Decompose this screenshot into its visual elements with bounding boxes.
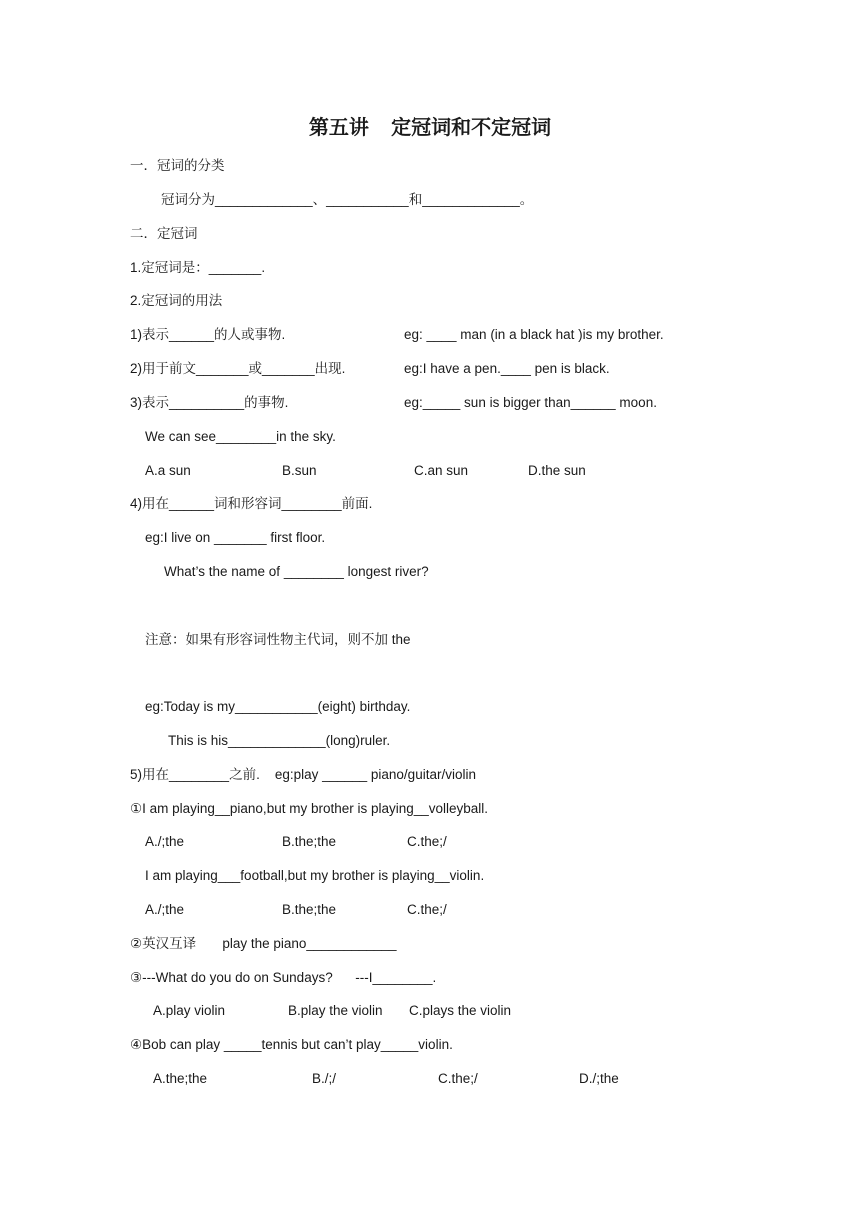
page-title: 第五讲 定冠词和不定冠词 xyxy=(308,117,552,139)
option: C.the;/ xyxy=(407,902,447,917)
option: A.the;the xyxy=(153,1071,208,1086)
question-4: ④Bob can play _____tennis but can’t play_____violin. xyxy=(130,1037,453,1052)
question-2: ②英汉互译 play the piano____________ xyxy=(130,936,397,951)
option: A.a sun xyxy=(145,463,191,478)
option: C.an sun xyxy=(414,463,469,478)
usage-3-example: eg:_____ sun is bigger than______ moon. xyxy=(404,395,657,410)
note: 注意：如果有形容词性物主代词，则不加 the xyxy=(145,632,411,647)
note-example-1: eg:Today is my___________(eight) birthday. xyxy=(145,699,411,714)
option: D.the sun xyxy=(528,463,586,478)
usage-4: 4)用在______词和形容词________前面. xyxy=(130,496,373,511)
usage-4-example-1: eg:I live on _______ first floor. xyxy=(145,530,326,545)
usage-2: 2)用于前文_______或_______出现. xyxy=(130,361,346,376)
usage-2-example: eg:I have a pen.____ pen is black. xyxy=(404,361,610,376)
usage-5: 5)用在________之前. eg:play ______ piano/guitar/violin xyxy=(130,767,476,782)
question-1: ①I am playing__piano,but my brother is playing__volleyball. xyxy=(130,801,489,816)
option: D./;the xyxy=(579,1071,619,1086)
usage-3: 3)表示__________的事物. xyxy=(130,395,289,410)
section-heading-classification: 一．冠词的分类 xyxy=(130,158,225,173)
option: B.the;the xyxy=(282,834,337,849)
option: A./;the xyxy=(145,834,185,849)
option: B./;/ xyxy=(312,1071,337,1086)
usage-1-example: eg: ____ man (in a black hat )is my brother. xyxy=(404,327,664,342)
definition-line: 1.定冠词是：_______. xyxy=(130,260,266,275)
option: B.play the violin xyxy=(288,1003,383,1018)
option: C.the;/ xyxy=(438,1071,478,1086)
usage-heading: 2.定冠词的用法 xyxy=(130,293,223,308)
section-heading-definite-article: 二．定冠词 xyxy=(130,226,198,241)
note-example-2: This is his_____________(long)ruler. xyxy=(168,733,391,748)
option: B.the;the xyxy=(282,902,337,917)
question-sky: We can see________in the sky. xyxy=(145,429,336,444)
option: C.the;/ xyxy=(407,834,447,849)
option: A./;the xyxy=(145,902,185,917)
usage-4-example-2: What’s the name of ________ longest river? xyxy=(164,564,429,579)
question-3: ③---What do you do on Sundays? ---I________. xyxy=(130,970,437,985)
option: A.play violin xyxy=(153,1003,226,1018)
classification-fill-line: 冠词分为_____________、___________和_____________。 xyxy=(161,192,534,207)
usage-1: 1)表示______的人或事物. xyxy=(130,327,286,342)
option: B.sun xyxy=(282,463,317,478)
question-1b: I am playing___football,but my brother is playing__violin. xyxy=(145,868,485,883)
option: C.plays the violin xyxy=(409,1003,512,1018)
